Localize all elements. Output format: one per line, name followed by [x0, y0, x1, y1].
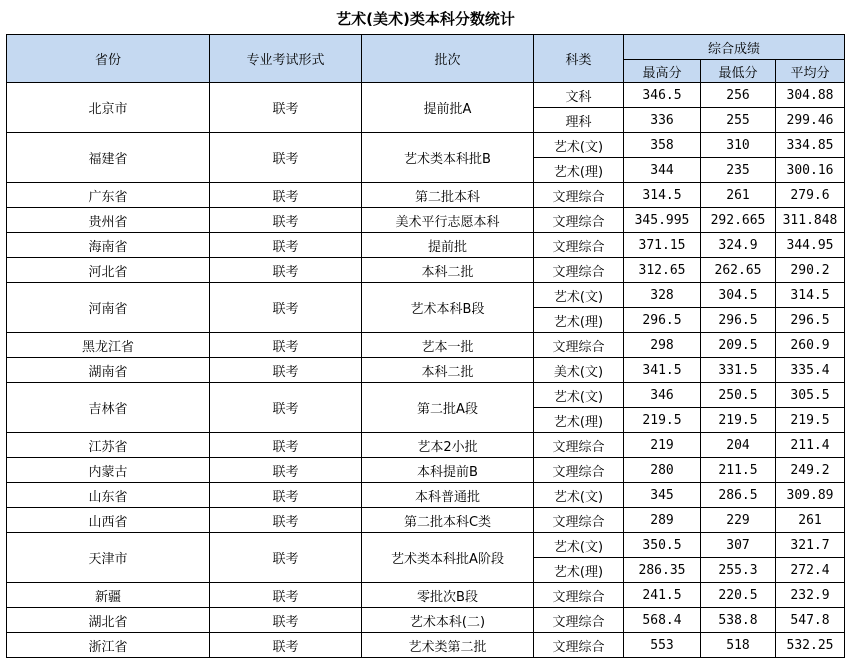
- exam-type-cell: 联考: [210, 433, 362, 458]
- min-score-cell: 307: [701, 533, 776, 558]
- exam-type-cell: 联考: [210, 358, 362, 383]
- category-cell: 艺术(理): [534, 408, 624, 433]
- avg-score-cell: 211.4: [776, 433, 845, 458]
- avg-score-cell: 232.9: [776, 583, 845, 608]
- category-cell: 文理综合: [534, 433, 624, 458]
- avg-score-cell: 272.4: [776, 558, 845, 583]
- table-row: [7, 208, 845, 233]
- table-row: [7, 583, 845, 608]
- min-score-cell: 219.5: [701, 408, 776, 433]
- min-score-cell: 286.5: [701, 483, 776, 508]
- max-score-cell: 286.35: [624, 558, 701, 583]
- min-score-cell: 220.5: [701, 583, 776, 608]
- batch-cell: 零批次B段: [362, 583, 534, 608]
- exam-type-cell: 联考: [210, 508, 362, 533]
- batch-cell: 本科二批: [362, 258, 534, 283]
- province-cell: 山西省: [7, 508, 210, 533]
- avg-score-cell: 304.88: [776, 83, 845, 108]
- header-category: 科类: [534, 35, 624, 83]
- avg-score-cell: 321.7: [776, 533, 845, 558]
- exam-type-cell: 联考: [210, 608, 362, 633]
- max-score-cell: 296.5: [624, 308, 701, 333]
- province-cell: 湖南省: [7, 358, 210, 383]
- category-cell: 文理综合: [534, 183, 624, 208]
- batch-cell: 第二批本科C类: [362, 508, 534, 533]
- province-cell: 福建省: [7, 133, 210, 183]
- table-header: [7, 35, 845, 83]
- category-cell: 文理综合: [534, 208, 624, 233]
- table-row: [7, 133, 845, 158]
- max-score-cell: 345.995: [624, 208, 701, 233]
- batch-cell: 艺本2小批: [362, 433, 534, 458]
- avg-score-cell: 335.4: [776, 358, 845, 383]
- max-score-cell: 358: [624, 133, 701, 158]
- category-cell: 美术(文): [534, 358, 624, 383]
- table-row: [7, 233, 845, 258]
- min-score-cell: 209.5: [701, 333, 776, 358]
- max-score-cell: 346: [624, 383, 701, 408]
- table-row: [7, 83, 845, 108]
- category-cell: 艺术(文): [534, 483, 624, 508]
- header-avg: 平均分: [776, 60, 845, 83]
- exam-type-cell: 联考: [210, 633, 362, 658]
- min-score-cell: 262.65: [701, 258, 776, 283]
- min-score-cell: 255: [701, 108, 776, 133]
- max-score-cell: 336: [624, 108, 701, 133]
- max-score-cell: 344: [624, 158, 701, 183]
- exam-type-cell: 联考: [210, 483, 362, 508]
- max-score-cell: 346.5: [624, 83, 701, 108]
- max-score-cell: 280: [624, 458, 701, 483]
- header-scores: 综合成绩: [624, 35, 845, 60]
- table-row: [7, 383, 845, 408]
- avg-score-cell: 305.5: [776, 383, 845, 408]
- category-cell: 艺术(理): [534, 558, 624, 583]
- max-score-cell: 312.65: [624, 258, 701, 283]
- batch-cell: 本科提前B: [362, 458, 534, 483]
- avg-score-cell: 344.95: [776, 233, 845, 258]
- avg-score-cell: 219.5: [776, 408, 845, 433]
- table-body: [7, 83, 845, 658]
- category-cell: 艺术(文): [534, 383, 624, 408]
- exam-type-cell: 联考: [210, 83, 362, 133]
- category-cell: 文理综合: [534, 333, 624, 358]
- batch-cell: 艺术类第二批: [362, 633, 534, 658]
- header-min: 最低分: [701, 60, 776, 83]
- avg-score-cell: 314.5: [776, 283, 845, 308]
- province-cell: 浙江省: [7, 633, 210, 658]
- max-score-cell: 350.5: [624, 533, 701, 558]
- min-score-cell: 304.5: [701, 283, 776, 308]
- exam-type-cell: 联考: [210, 258, 362, 283]
- avg-score-cell: 311.848: [776, 208, 845, 233]
- exam-type-cell: 联考: [210, 533, 362, 583]
- min-score-cell: 255.3: [701, 558, 776, 583]
- min-score-cell: 250.5: [701, 383, 776, 408]
- min-score-cell: 261: [701, 183, 776, 208]
- table-row: [7, 258, 845, 283]
- province-cell: 河北省: [7, 258, 210, 283]
- min-score-cell: 204: [701, 433, 776, 458]
- batch-cell: 艺术类本科批A阶段: [362, 533, 534, 583]
- avg-score-cell: 279.6: [776, 183, 845, 208]
- province-cell: 广东省: [7, 183, 210, 208]
- category-cell: 艺术(文): [534, 133, 624, 158]
- category-cell: 文理综合: [534, 258, 624, 283]
- min-score-cell: 310: [701, 133, 776, 158]
- batch-cell: 第二批A段: [362, 383, 534, 433]
- max-score-cell: 553: [624, 633, 701, 658]
- batch-cell: 提前批: [362, 233, 534, 258]
- province-cell: 内蒙古: [7, 458, 210, 483]
- min-score-cell: 296.5: [701, 308, 776, 333]
- category-cell: 艺术(理): [534, 158, 624, 183]
- batch-cell: 美术平行志愿本科: [362, 208, 534, 233]
- category-cell: 理科: [534, 108, 624, 133]
- category-cell: 文理综合: [534, 608, 624, 633]
- exam-type-cell: 联考: [210, 458, 362, 483]
- min-score-cell: 292.665: [701, 208, 776, 233]
- avg-score-cell: 261: [776, 508, 845, 533]
- header-exam-type: 专业考试形式: [210, 35, 362, 83]
- batch-cell: 本科二批: [362, 358, 534, 383]
- avg-score-cell: 249.2: [776, 458, 845, 483]
- category-cell: 艺术(文): [534, 283, 624, 308]
- max-score-cell: 568.4: [624, 608, 701, 633]
- exam-type-cell: 联考: [210, 383, 362, 433]
- max-score-cell: 298: [624, 333, 701, 358]
- province-cell: 海南省: [7, 233, 210, 258]
- header-province: 省份: [7, 35, 210, 83]
- max-score-cell: 314.5: [624, 183, 701, 208]
- category-cell: 文理综合: [534, 233, 624, 258]
- province-cell: 湖北省: [7, 608, 210, 633]
- batch-cell: 艺术本科B段: [362, 283, 534, 333]
- batch-cell: 艺术类本科批B: [362, 133, 534, 183]
- province-cell: 吉林省: [7, 383, 210, 433]
- exam-type-cell: 联考: [210, 208, 362, 233]
- max-score-cell: 371.15: [624, 233, 701, 258]
- table-title: 艺术(美术)类本科分数统计: [336, 10, 515, 28]
- batch-cell: 艺本一批: [362, 333, 534, 358]
- category-cell: 文理综合: [534, 583, 624, 608]
- category-cell: 艺术(理): [534, 308, 624, 333]
- table-row: [7, 433, 845, 458]
- exam-type-cell: 联考: [210, 283, 362, 333]
- avg-score-cell: 309.89: [776, 483, 845, 508]
- exam-type-cell: 联考: [210, 333, 362, 358]
- avg-score-cell: 299.46: [776, 108, 845, 133]
- exam-type-cell: 联考: [210, 583, 362, 608]
- avg-score-cell: 300.16: [776, 158, 845, 183]
- province-cell: 天津市: [7, 533, 210, 583]
- batch-cell: 第二批本科: [362, 183, 534, 208]
- table-row: [7, 283, 845, 308]
- exam-type-cell: 联考: [210, 233, 362, 258]
- min-score-cell: 518: [701, 633, 776, 658]
- batch-cell: 艺术本科(二): [362, 608, 534, 633]
- category-cell: 文理综合: [534, 508, 624, 533]
- max-score-cell: 328: [624, 283, 701, 308]
- max-score-cell: 219.5: [624, 408, 701, 433]
- min-score-cell: 331.5: [701, 358, 776, 383]
- min-score-cell: 324.9: [701, 233, 776, 258]
- min-score-cell: 235: [701, 158, 776, 183]
- table-row: [7, 183, 845, 208]
- province-cell: 江苏省: [7, 433, 210, 458]
- header-batch: 批次: [362, 35, 534, 83]
- table-row: [7, 483, 845, 508]
- province-cell: 山东省: [7, 483, 210, 508]
- max-score-cell: 289: [624, 508, 701, 533]
- table-row: [7, 608, 845, 633]
- header-max: 最高分: [624, 60, 701, 83]
- min-score-cell: 256: [701, 83, 776, 108]
- max-score-cell: 341.5: [624, 358, 701, 383]
- table-row: [7, 508, 845, 533]
- batch-cell: 提前批A: [362, 83, 534, 133]
- province-cell: 新疆: [7, 583, 210, 608]
- table-row: [7, 633, 845, 658]
- table-row: [7, 533, 845, 558]
- min-score-cell: 538.8: [701, 608, 776, 633]
- avg-score-cell: 547.8: [776, 608, 845, 633]
- score-table: [6, 34, 845, 658]
- table-row: [7, 458, 845, 483]
- exam-type-cell: 联考: [210, 183, 362, 208]
- avg-score-cell: 260.9: [776, 333, 845, 358]
- avg-score-cell: 290.2: [776, 258, 845, 283]
- exam-type-cell: 联考: [210, 133, 362, 183]
- min-score-cell: 229: [701, 508, 776, 533]
- max-score-cell: 241.5: [624, 583, 701, 608]
- category-cell: 文理综合: [534, 458, 624, 483]
- batch-cell: 本科普通批: [362, 483, 534, 508]
- province-cell: 贵州省: [7, 208, 210, 233]
- max-score-cell: 345: [624, 483, 701, 508]
- province-cell: 北京市: [7, 83, 210, 133]
- table-row: [7, 333, 845, 358]
- table-row: [7, 358, 845, 383]
- avg-score-cell: 532.25: [776, 633, 845, 658]
- category-cell: 文理综合: [534, 633, 624, 658]
- province-cell: 黑龙江省: [7, 333, 210, 358]
- category-cell: 艺术(文): [534, 533, 624, 558]
- max-score-cell: 219: [624, 433, 701, 458]
- avg-score-cell: 296.5: [776, 308, 845, 333]
- min-score-cell: 211.5: [701, 458, 776, 483]
- province-cell: 河南省: [7, 283, 210, 333]
- avg-score-cell: 334.85: [776, 133, 845, 158]
- category-cell: 文科: [534, 83, 624, 108]
